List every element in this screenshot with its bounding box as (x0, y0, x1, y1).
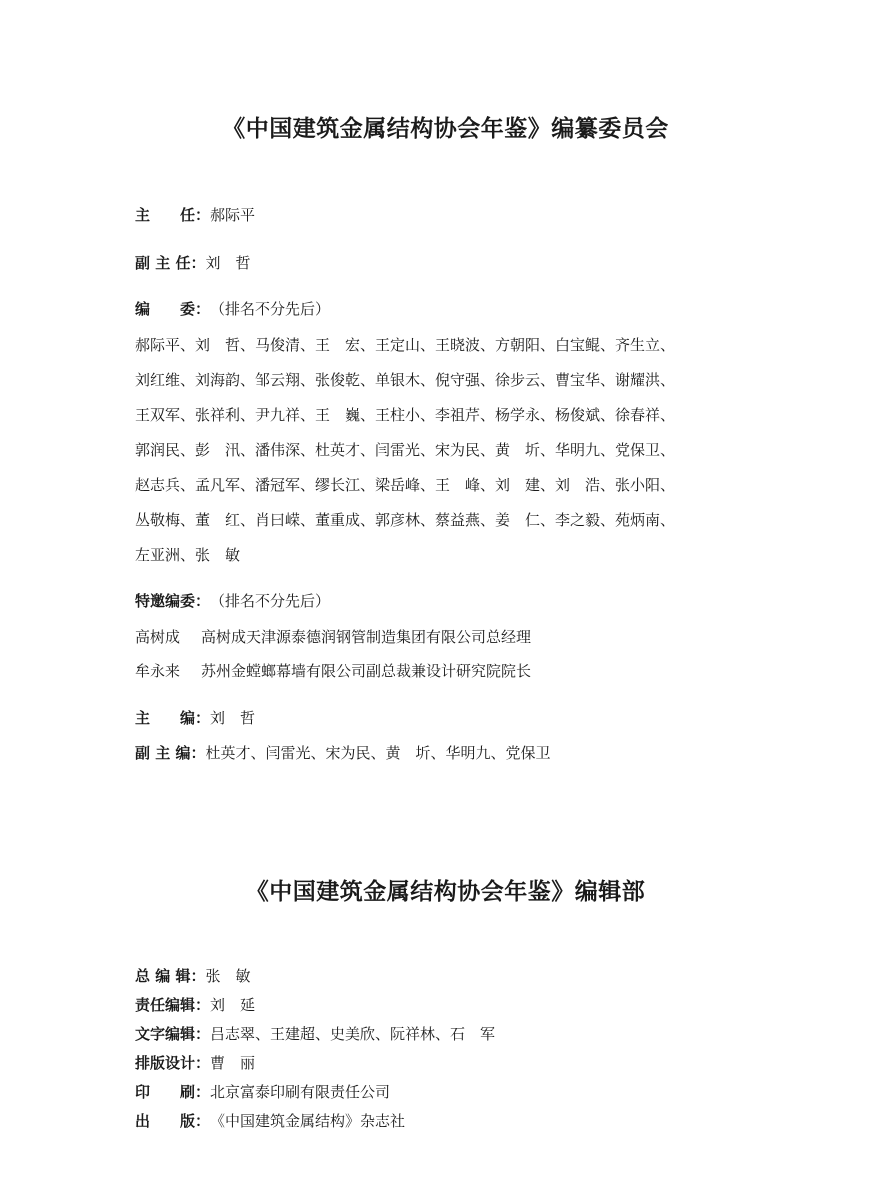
special-member-entry (135, 661, 531, 681)
director-label: 主 任： (135, 206, 211, 224)
special-member-desc: 高树成天津源泰德润钢管制造集团有限公司总经理 (201, 628, 532, 646)
special-members-note: （排名不分先后） (210, 592, 331, 610)
editorial-title: 《中国建筑金属结构协会年鉴》编辑部 (245, 878, 646, 905)
special-member-entry (135, 627, 531, 647)
special-member-name: 高树成 (135, 628, 181, 646)
special-members-header-row (135, 591, 775, 611)
deputy-director-row (135, 253, 775, 273)
members-note: （排名不分先后） (210, 300, 331, 318)
editorial-row (135, 1111, 775, 1131)
editorial-value: 《中国建筑金属结构》杂志社 (210, 1112, 406, 1130)
special-member-name: 牟永来 (135, 662, 181, 680)
deputy-director-value: 刘 哲 (205, 254, 251, 272)
deputy-director-label: 副 主 任： (135, 254, 206, 272)
editorial-label: 文字编辑： (135, 1025, 211, 1043)
editorial-label: 印 刷： (135, 1083, 211, 1101)
editorial-row (135, 1024, 775, 1044)
members-line: 王双军、张祥利、尹九祥、王 巍、王柱小、李祖芹、杨学永、杨俊斌、徐春祥、 (135, 406, 676, 424)
members-header-row (135, 299, 775, 319)
editorial-row (135, 1082, 775, 1102)
editorial-value: 刘 延 (210, 996, 256, 1014)
editorial-row (135, 1053, 775, 1073)
editorial-value: 张 敏 (205, 967, 251, 985)
editorial-row (135, 966, 775, 986)
director-row (135, 205, 775, 225)
editorial-value: 北京富泰印刷有限责任公司 (210, 1083, 391, 1101)
special-member-desc: 苏州金螳螂幕墙有限公司副总裁兼设计研究院院长 (201, 662, 532, 680)
editorial-row (135, 995, 775, 1015)
chief-editor-label: 主 编： (135, 709, 211, 727)
director-value: 郝际平 (210, 206, 256, 224)
editorial-label: 出 版： (135, 1112, 211, 1130)
members-line: 丛敬梅、董 红、肖曰嵘、董重成、郭彦林、蔡益燕、姜 仁、李之毅、苑炳南、 (135, 511, 676, 529)
editorial-label: 总 编 辑： (135, 967, 206, 985)
deputy-chief-editor-row (135, 743, 775, 763)
editorial-value: 吕志翠、王建超、史美欣、阮祥林、石 军 (210, 1025, 496, 1043)
chief-editor-row (135, 708, 775, 728)
special-members-label: 特邀编委： (135, 592, 211, 610)
deputy-chief-editor-value: 杜英才、闫雷光、宋为民、黄 圻、华明九、党保卫 (205, 744, 551, 762)
editorial-label: 排版设计： (135, 1054, 211, 1072)
chief-editor-value: 刘 哲 (210, 709, 256, 727)
members-line: 郝际平、刘 哲、马俊清、王 宏、王定山、王晓波、方朝阳、白宝鲲、齐生立、 (135, 336, 676, 354)
members-line: 赵志兵、孟凡军、潘冠军、缪长江、梁岳峰、王 峰、刘 建、刘 浩、张小阳、 (135, 476, 676, 494)
members-line: 左亚洲、张 敏 (135, 546, 241, 564)
committee-title: 《中国建筑金属结构协会年鉴》编纂委员会 (222, 115, 669, 142)
deputy-chief-editor-label: 副 主 编： (135, 744, 206, 762)
editorial-label: 责任编辑： (135, 996, 211, 1014)
members-label: 编 委： (135, 300, 211, 318)
editorial-value: 曹 丽 (210, 1054, 256, 1072)
members-line: 刘红维、刘海韵、邹云翔、张俊乾、单银木、倪守强、徐步云、曹宝华、谢耀洪、 (135, 371, 676, 389)
members-line: 郭润民、彭 汛、潘伟深、杜英才、闫雷光、宋为民、黄 圻、华明九、党保卫、 (135, 441, 676, 459)
